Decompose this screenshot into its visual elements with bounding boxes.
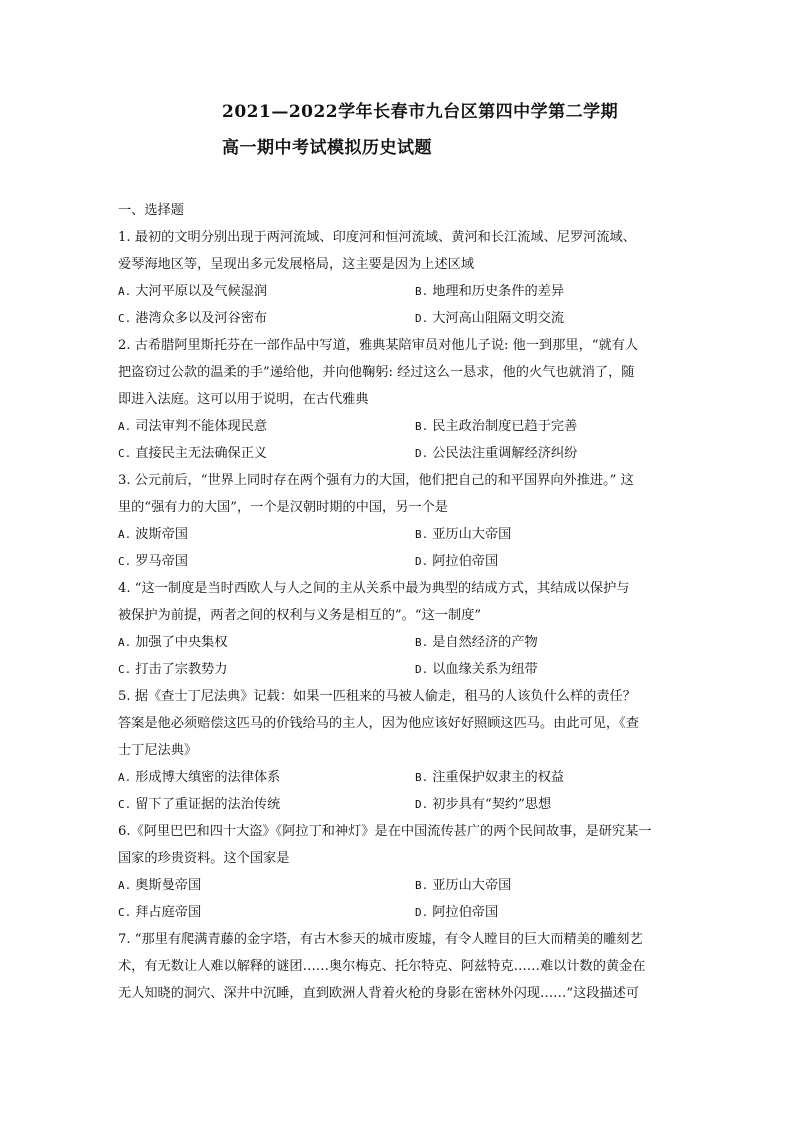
option-letter: D.: [415, 447, 429, 460]
question-block: [118, 926, 683, 1007]
option-text: 地理和历史条件的差异: [432, 284, 565, 299]
question-text-line: 4. “这一制度是当时西欧人与人之间的主从关系中最为典型的结成方式，其结成以保护与: [118, 581, 630, 596]
option-letter: B.: [415, 285, 429, 298]
option-row: [118, 521, 683, 548]
option-letter: B.: [415, 420, 429, 433]
question-text-line: 1. 最初的文明分别出现于两河流域、印度河和恒河流域、黄河和长江流域、尼罗河流域、: [118, 230, 636, 245]
option-letter: C.: [118, 798, 132, 811]
answer-option: [118, 521, 415, 548]
option-letter: A.: [118, 636, 132, 649]
question-text-line: 答案是他必须赔偿这匹马的价钱给马的主人，因为他应该好好照顾这匹马。由此可见，《查: [118, 716, 639, 731]
option-row: [118, 548, 683, 575]
option-text: 初步具有“契约”思想: [432, 797, 552, 812]
question-text-line: 无人知晓的洞穴、深井中沉睡，直到欧洲人背着火枪的身影在密林外闪现……”这段描述可: [118, 986, 640, 1001]
option-letter: B.: [415, 528, 429, 541]
option-row: [118, 899, 683, 926]
option-row: [118, 440, 683, 467]
answer-option: [118, 548, 415, 575]
exam-title-line1: 2021—2022学年长春市九台区第四中学第二学期: [222, 102, 619, 122]
option-letter: A.: [118, 771, 132, 784]
option-text: 大河高山阻隔文明交流: [432, 311, 565, 326]
question-text-line: 术，有无数让人难以解释的谜团……奥尔梅克、托尔特克、阿兹特克……难以计数的黄金在: [118, 959, 646, 974]
option-text: 直接民主无法确保正义: [135, 446, 268, 461]
question-text-line: 7. “那里有爬满青藤的金字塔，有古木参天的城市废墟，有令人瞠目的巨大而精美的雕刻艺: [118, 932, 643, 947]
answer-option: [118, 764, 415, 791]
question-text-line: 即进入法庭。这可以用于说明，在古代雅典: [118, 392, 369, 407]
option-letter: A.: [118, 528, 132, 541]
option-row: [118, 305, 683, 332]
option-text: 形成博大缜密的法律体系: [135, 770, 281, 785]
option-text: 注重保护奴隶主的权益: [432, 770, 565, 785]
question-text-line: 国家的珍贵资料。这个国家是: [118, 851, 290, 866]
answer-option: [118, 629, 415, 656]
option-row: [118, 764, 683, 791]
answer-option: [415, 548, 683, 575]
option-row: [118, 872, 683, 899]
option-letter: D.: [415, 555, 429, 568]
question-text-line: 把盗窃过公款的温柔的手”递给他，并向他鞠躬: 经过这么一恳求，他的火气也就消了，随: [118, 365, 635, 380]
question-text-line: 5. 据《查士丁尼法典》记载：如果一匹租来的马被人偷走，租马的人该负什么样的责任？: [118, 689, 636, 704]
question-text-line: 爱琴海地区等，呈现出多元发展格局，这主要是因为上述区域: [118, 257, 475, 272]
option-text: 公民法注重调解经济纠纷: [432, 446, 578, 461]
option-letter: D.: [415, 798, 429, 811]
answer-option: [415, 413, 683, 440]
question-block: [118, 224, 683, 332]
answer-option: [415, 629, 683, 656]
option-letter: A.: [118, 420, 132, 433]
option-row: [118, 278, 683, 305]
option-row: [118, 413, 683, 440]
option-text: 留下了重证据的法治传统: [135, 797, 281, 812]
option-text: 民主政治制度已趋于完善: [432, 419, 578, 434]
answer-option: [415, 521, 683, 548]
option-text: 加强了中央集权: [135, 635, 228, 650]
option-letter: D.: [415, 312, 429, 325]
question-block: [118, 818, 683, 926]
option-text: 亚历山大帝国: [432, 878, 512, 893]
answer-option: [415, 764, 683, 791]
answer-option: [118, 305, 415, 332]
exam-title-line2: 高一期中考试模拟历史试题: [222, 138, 432, 158]
option-row: [118, 791, 683, 818]
answer-option: [118, 656, 415, 683]
option-row: [118, 629, 683, 656]
option-text: 阿拉伯帝国: [432, 554, 499, 569]
answer-option: [415, 278, 683, 305]
option-text: 波斯帝国: [135, 527, 188, 542]
question-block: [118, 467, 683, 575]
answer-option: [118, 872, 415, 899]
option-text: 罗马帝国: [135, 554, 188, 569]
option-text: 阿拉伯帝国: [432, 905, 499, 920]
option-text: 奥斯曼帝国: [135, 878, 202, 893]
question-block: [118, 332, 683, 467]
option-letter: D.: [415, 906, 429, 919]
option-letter: C.: [118, 312, 132, 325]
option-letter: B.: [415, 879, 429, 892]
answer-option: [415, 305, 683, 332]
option-text: 打击了宗教势力: [135, 662, 228, 677]
section-heading: 一、选择题: [118, 203, 184, 218]
question-text-line: 6.《阿里巴巴和四十大盗》《阿拉丁和神灯》是在中国流传甚广的两个民间故事，是研究某一: [118, 824, 652, 839]
option-letter: C.: [118, 663, 132, 676]
answer-option: [118, 278, 415, 305]
question-text-line: 3. 公元前后，“世界上同时存在两个强有力的大国，他们把自己的和平国界向外推进。” 这: [118, 473, 634, 488]
question-block: [118, 683, 683, 818]
option-letter: A.: [118, 879, 132, 892]
option-letter: C.: [118, 906, 132, 919]
option-letter: A.: [118, 285, 132, 298]
question-text-line: 被保护为前提，两者之间的权利与义务是相互的”。“这一制度”: [118, 608, 482, 623]
option-letter: D.: [415, 663, 429, 676]
answer-option: [415, 899, 683, 926]
question-text-line: 2. 古希腊阿里斯托芬在一部作品中写道，雅典某陪审员对他儿子说: 他一到那里，“就有人: [118, 338, 639, 353]
option-text: 司法审判不能体现民意: [135, 419, 268, 434]
answer-option: [415, 791, 683, 818]
question-block: [118, 575, 683, 683]
option-text: 港湾众多以及河谷密布: [135, 311, 268, 326]
answer-option: [118, 440, 415, 467]
option-text: 以血缘关系为纽带: [432, 662, 538, 677]
option-row: [118, 656, 683, 683]
option-text: 大河平原以及气候湿润: [135, 284, 268, 299]
question-text-line: 里的“强有力的大国”，一个是汉朝时期的中国，另一个是: [118, 500, 448, 515]
answer-option: [415, 656, 683, 683]
exam-content: [118, 197, 683, 1007]
answer-option: [118, 899, 415, 926]
option-text: 亚历山大帝国: [432, 527, 512, 542]
option-letter: B.: [415, 771, 429, 784]
answer-option: [415, 440, 683, 467]
answer-option: [415, 872, 683, 899]
option-text: 拜占庭帝国: [135, 905, 202, 920]
option-letter: B.: [415, 636, 429, 649]
option-text: 是自然经济的产物: [432, 635, 538, 650]
answer-option: [118, 791, 415, 818]
answer-option: [118, 413, 415, 440]
option-letter: C.: [118, 555, 132, 568]
option-letter: C.: [118, 447, 132, 460]
question-text-line: 士丁尼法典》: [118, 743, 198, 758]
